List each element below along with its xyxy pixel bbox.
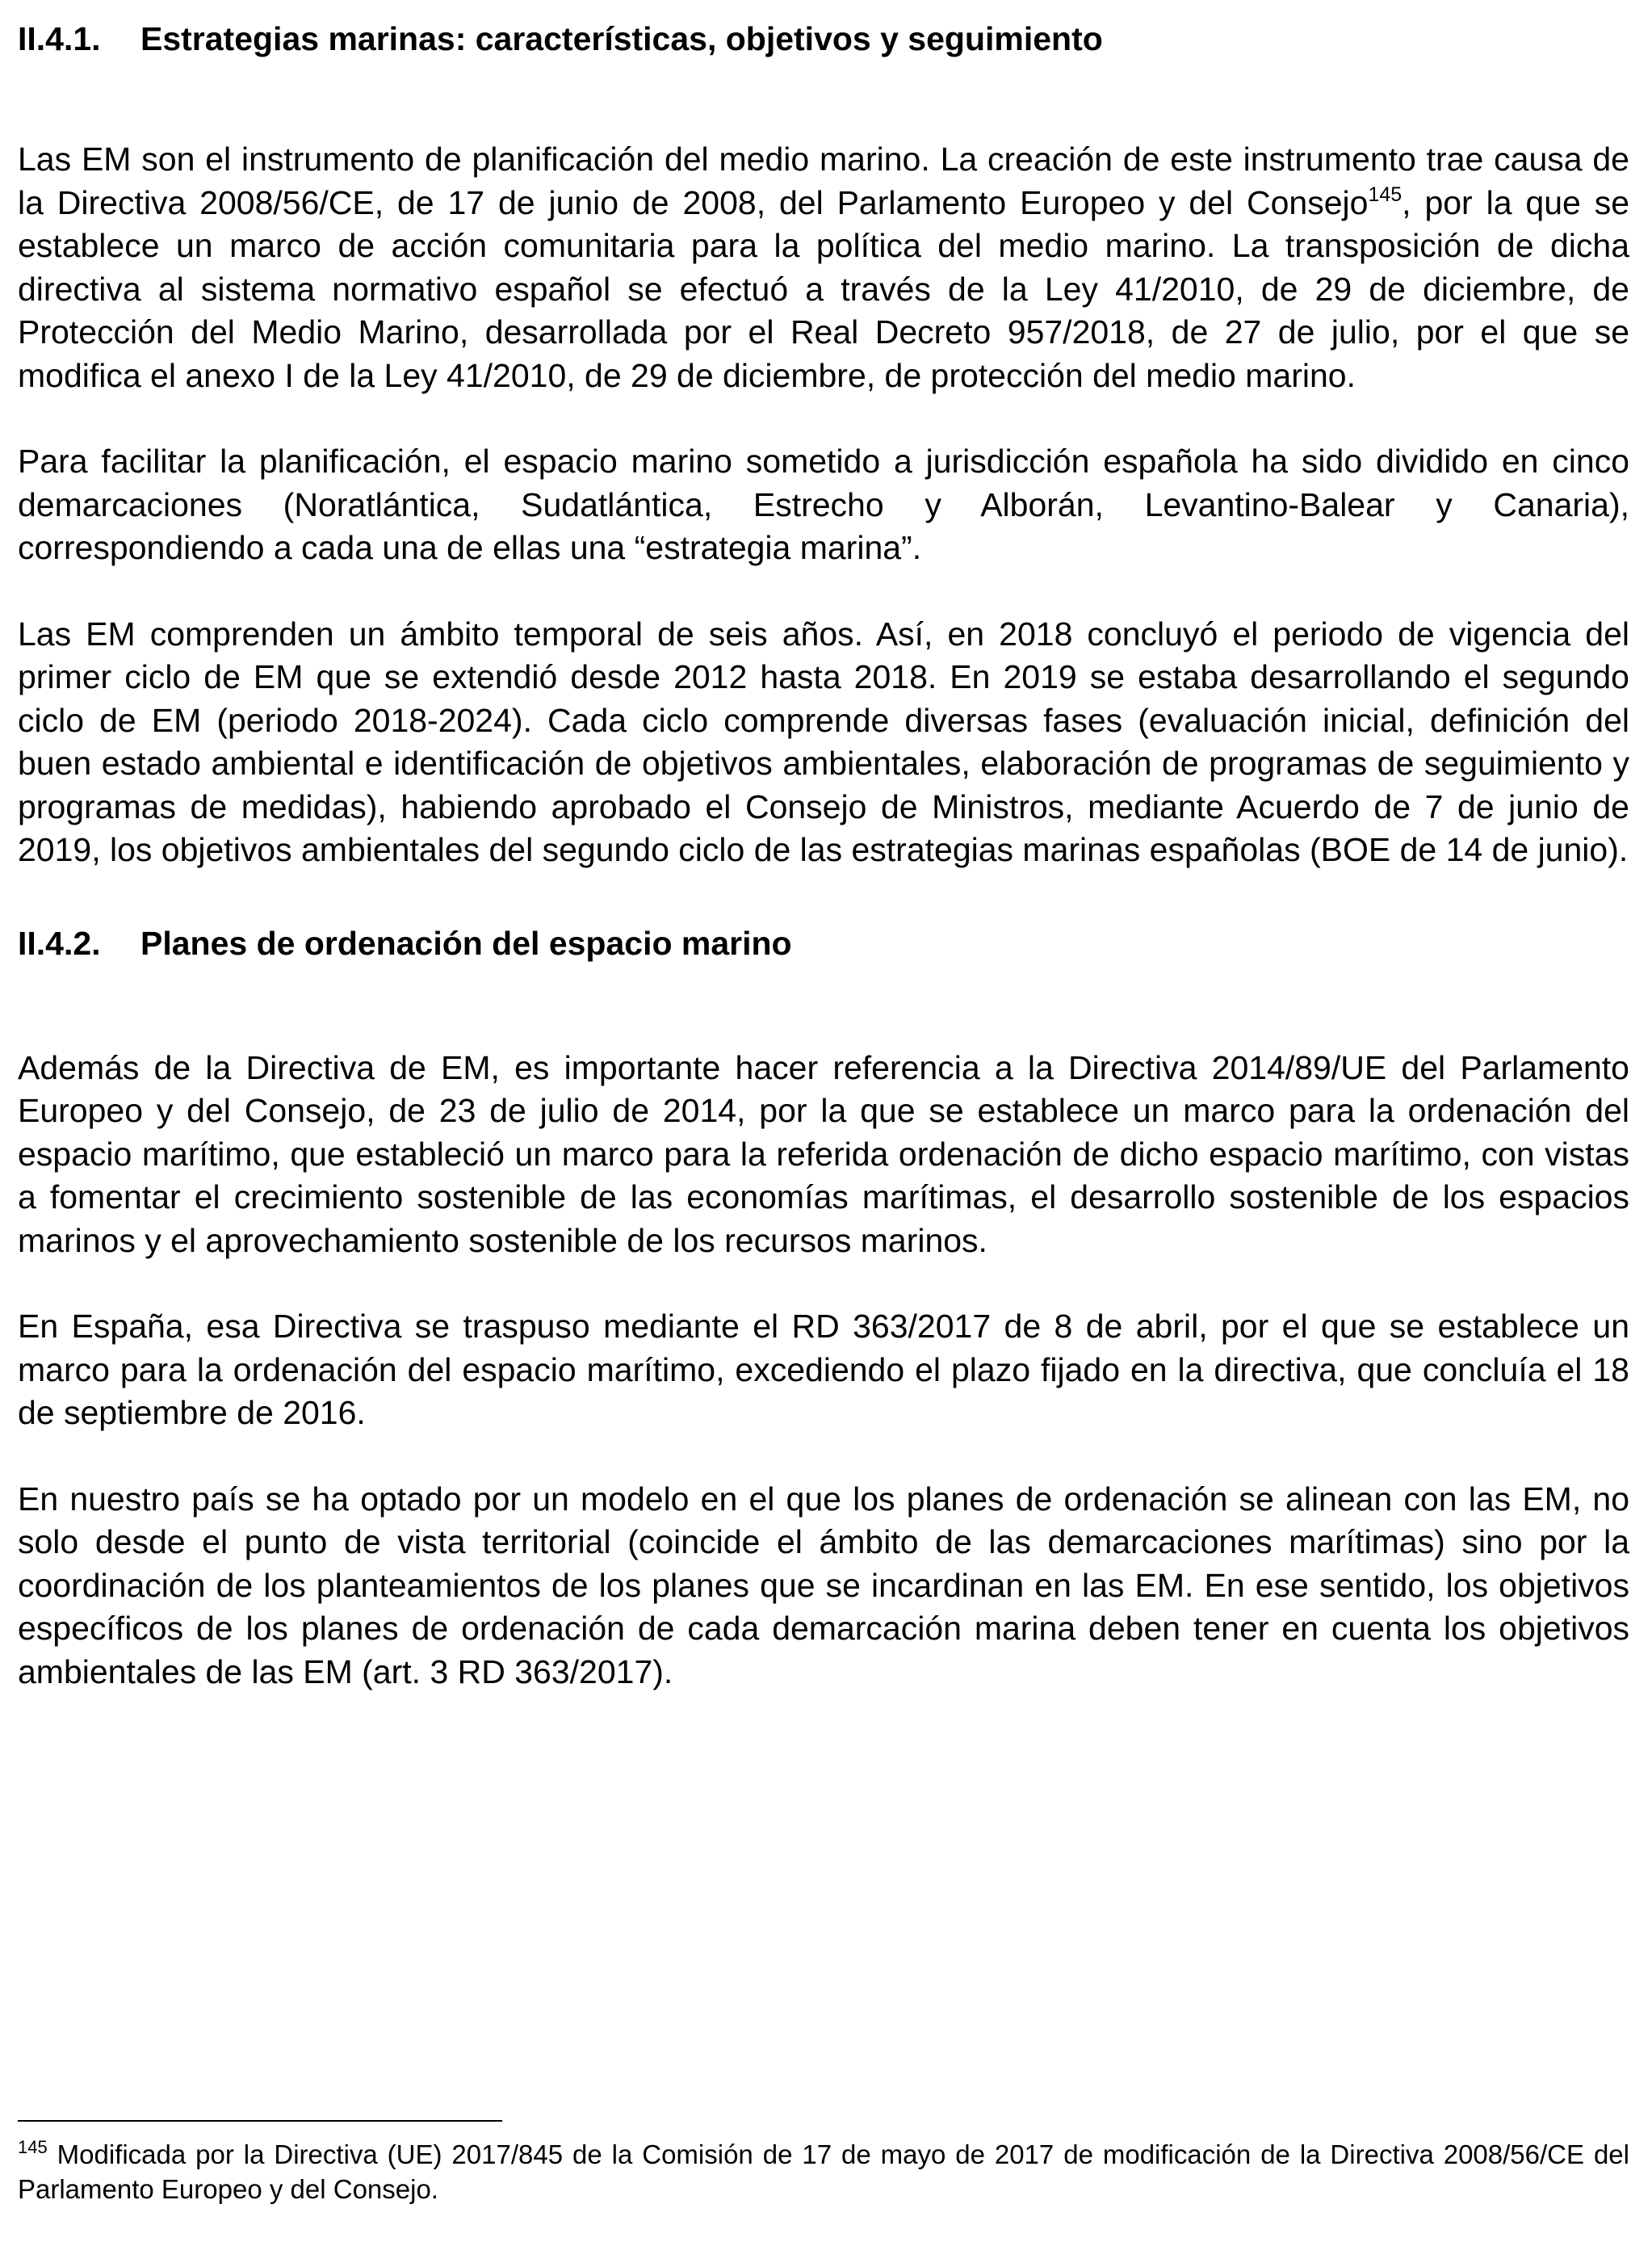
footnote-separator — [18, 2120, 502, 2122]
section-heading-ii-4-1 — [18, 18, 1629, 60]
paragraph-modelo: En nuestro país se ha optado por un modelo en el que los planes de ordenación se alinean con las EM, no solo desde el punto de vista territorial (coincide el ámbito de las demarcaciones marítimas) sino por la coordinación de los planteamientos de los planes que se incardinan en las EM. En ese sentido, los objetivos específicos de los planes de ordenación de cada demarcación marina deben tener en cuenta los objetivos ambientales de las EM (art. 3 RD 363/2017). — [18, 1480, 1629, 1690]
footnote-text: Modificada por la Directiva (UE) 2017/845 de la Comisión de 17 de mayo de 2017 de modificación de la Directiva 2008/56/CE del Parlamento Europeo y del Consejo. — [18, 2139, 1629, 2204]
section-number: II.4.1. — [18, 20, 101, 57]
footnote-number: 145 — [18, 2137, 48, 2157]
document-page — [18, 18, 1629, 1694]
section-title: Planes de ordenación del espacio marino — [140, 924, 792, 962]
footnote-145 — [18, 2137, 1629, 2206]
paragraph-demarcaciones: Para facilitar la planificación, el espacio marino sometido a jurisdicción española ha sido dividido en cinco demarcaciones (Noratlántica, Sudatlántica, Estrecho y Alborán, Levantino-Balear y Canaria), correspondiendo a cada una de ellas una “estrategia marina”. — [18, 443, 1629, 566]
paragraph-text: , por la que se establece un marco de acción comunitaria para la política del medio marino. La transposición de dicha directiva al sistema normativo español se efectuó a través de la Ley 41/2010, de 29 de diciembre, de Protección del Medio Marino, desarrollada por el Real Decreto 957/2018, de 27 de julio, por el que se modifica el anexo I de la Ley 41/2010, de 29 de diciembre, de protección del medio marino. — [18, 183, 1629, 394]
section-heading-ii-4-2 — [18, 922, 1629, 964]
paragraph-ciclos: Las EM comprenden un ámbito temporal de seis años. Así, en 2018 concluyó el periodo de vigencia del primer ciclo de EM que se extendió desde 2012 hasta 2018. En 2019 se estaba desarrollando el segundo ciclo de EM (periodo 2018-2024). Cada ciclo comprende diversas fases (evaluación inicial, definición del buen estado ambiental e identificación de objetivos ambientales, elaboración de programas de seguimiento y programas de medidas), habiendo aprobado el Consejo de Ministros, mediante Acuerdo de 7 de junio de 2019, los objetivos ambientales del segundo ciclo de las estrategias marinas españolas (BOE de 14 de junio). — [18, 615, 1629, 868]
section-title: Estrategias marinas: características, objetivos y seguimiento — [140, 20, 1103, 57]
paragraph-trasposicion: En España, esa Directiva se traspuso mediante el RD 363/2017 de 8 de abril, por el que se establece un marco para la ordenación del espacio marítimo, excediendo el plazo fijado en la directiva, que concluía el 18 de septiembre de 2016. — [18, 1308, 1629, 1431]
paragraph-em-instrument — [18, 138, 1629, 397]
section-number: II.4.2. — [18, 924, 101, 962]
paragraph-directiva-2014: Además de la Directiva de EM, es importante hacer referencia a la Directiva 2014/89/UE del Parlamento Europeo y del Consejo, de 23 de julio de 2014, por la que se establece un marco para la ordenación del espacio marítimo, que estableció un marco para la referida ordenación de dicho espacio marítimo, con vistas a fomentar el crecimiento sostenible de las economías marítimas, el desarrollo sostenible de los espacios marinos y el aprovechamiento sostenible de los recursos marinos. — [18, 1048, 1629, 1259]
footnote-reference[interactable]: 145 — [1368, 183, 1403, 206]
paragraph-text: Las EM son el instrumento de planificación del medio marino. La creación de este instrumento trae causa de la Directiva 2008/56/CE, de 17 de junio de 2008, del Parlamento Europeo y del Consejo — [18, 141, 1629, 221]
